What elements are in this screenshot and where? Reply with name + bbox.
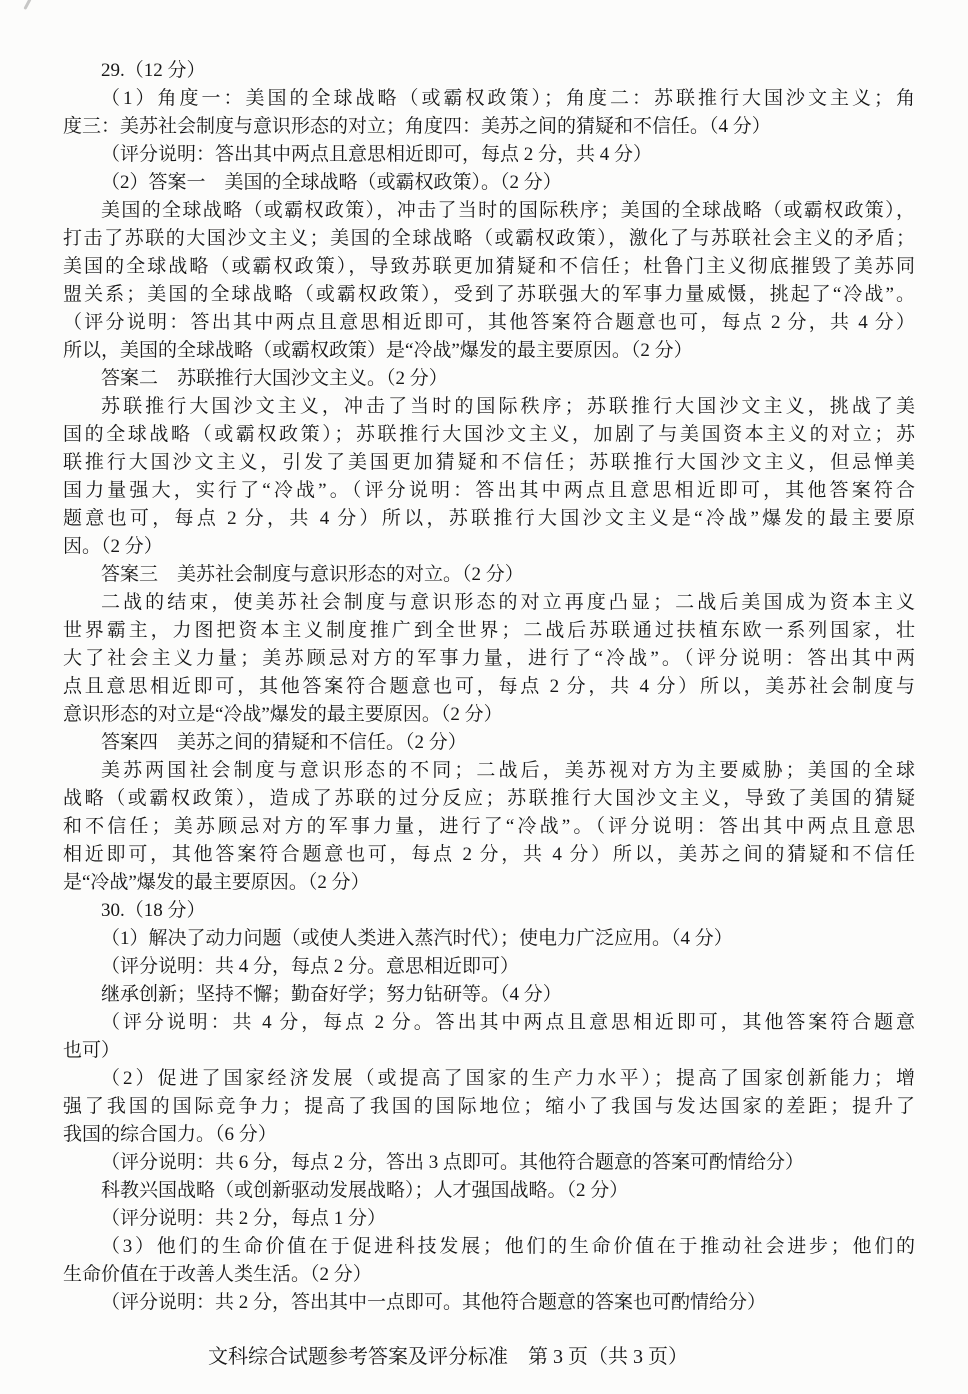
- text-line: （1）解决了动力问题（或使人类进入蒸汽时代）；使电力广泛应用。（4 分）: [101, 928, 733, 949]
- text-line: 美苏两国社会制度与意识形态的不同；二战后，美苏视对方为主要威胁；美国的全球: [101, 760, 915, 781]
- text-line: 点且意思相近即可，其他答案符合题意也可，每点 2 分，共 4 分）所以，美苏社会制度与: [63, 676, 915, 697]
- text-line: 是“冷战”爆发的最主要原因。（2 分）: [63, 872, 370, 893]
- text-line: 苏联推行大国沙文主义，冲击了当时的国际秩序；苏联推行大国沙文主义，挑战了美: [101, 396, 915, 417]
- text-line: 所以，美国的全球战略（或霸权政策）是“冷战”爆发的最主要原因。（2 分）: [63, 340, 693, 361]
- text-line: 也可）: [63, 1040, 121, 1061]
- text-line: 答案三 美苏社会制度与意识形态的对立。（2 分）: [101, 564, 524, 585]
- text-line: 度三：美苏社会制度与意识形态的对立；角度四：美苏之间的猜疑和不信任。（4 分）: [63, 116, 771, 137]
- text-line: （评分说明：共 2 分，每点 1 分）: [101, 1208, 387, 1229]
- text-line: （评分说明：共 6 分，每点 2 分，答出 3 点即可。其他符合题意的答案可酌情给分）: [101, 1152, 805, 1173]
- text-line: （评分说明：答出其中两点且意思相近即可，其他答案符合题意也可，每点 2 分，共 4 分）: [63, 312, 915, 333]
- scan-artifact-mark: [23, 0, 31, 10]
- text-line: （评分说明：共 2 分，答出其中一点即可。其他符合题意的答案也可酌情给分）: [101, 1292, 767, 1313]
- text-line: 我国的综合国力。（6 分）: [63, 1124, 277, 1145]
- text-line: （评分说明：共 4 分，每点 2 分。意思相近即可）: [101, 956, 520, 977]
- text-line: （2）答案一 美国的全球战略（或霸权政策）。（2 分）: [101, 172, 562, 193]
- page-footer: [0, 1342, 896, 1372]
- text-line: 29.（12 分）: [101, 60, 206, 81]
- text-line: 意识形态的对立是“冷战”爆发的最主要原因。（2 分）: [63, 704, 503, 725]
- text-line: 答案二 苏联推行大国沙文主义。（2 分）: [101, 368, 448, 389]
- footer-text: 文科综合试题参考答案及评分标准 第 3 页（共 3 页）: [208, 1346, 688, 1368]
- text-line: 因。（2 分）: [63, 536, 163, 557]
- text-line: 打击了苏联的大国沙文主义；美国的全球战略（或霸权政策），激化了与苏联社会主义的矛盾；: [63, 228, 915, 249]
- text-line: （评分说明：共 4 分，每点 2 分。答出其中两点且意思相近即可，其他答案符合题意: [101, 1012, 915, 1033]
- answer-text-block: [63, 57, 915, 1317]
- text-line: 继承创新；坚持不懈；勤奋好学；努力钻研等。（4 分）: [101, 984, 562, 1005]
- text-line: 题意也可，每点 2 分，共 4 分）所以，苏联推行大国沙文主义是“冷战”爆发的最主要原: [63, 508, 915, 529]
- text-line: 战略（或霸权政策），造成了苏联的过分反应；苏联推行大国沙文主义，导致了美国的猜疑: [63, 788, 915, 809]
- text-line: 大了社会主义力量；美苏顾忌对方的军事力量，进行了“冷战”。（评分说明：答出其中两: [63, 648, 915, 669]
- text-line: 盟关系；美国的全球战略（或霸权政策），受到了苏联强大的军事力量威慑，挑起了“冷战”。: [63, 284, 915, 305]
- text-line: 生命价值在于改善人类生活。（2 分）: [63, 1264, 372, 1285]
- text-line: 和不信任；美苏顾忌对方的军事力量，进行了“冷战”。（评分说明：答出其中两点且意思: [63, 816, 915, 837]
- text-line: 30.（18 分）: [101, 900, 206, 921]
- text-line: （3）他们的生命价值在于促进科技发展；他们的生命价值在于推动社会进步；他们的: [101, 1236, 915, 1257]
- text-line: 世界霸主，力图把资本主义制度推广到全世界；二战后苏联通过扶植东欧一系列国家，壮: [63, 620, 915, 641]
- text-line: （2）促进了国家经济发展（或提高了国家的生产力水平）；提高了国家创新能力；增: [101, 1068, 915, 1089]
- text-line: 国的全球战略（或霸权政策）；苏联推行大国沙文主义，加剧了与美国资本主义的对立；苏: [63, 424, 915, 445]
- text-line: 美国的全球战略（或霸权政策），冲击了当时的国际秩序；美国的全球战略（或霸权政策），: [101, 200, 915, 221]
- text-line: （评分说明：答出其中两点且意思相近即可，每点 2 分，共 4 分）: [101, 144, 653, 165]
- text-line: （1）角度一：美国的全球战略（或霸权政策）；角度二：苏联推行大国沙文主义；角: [101, 88, 915, 109]
- text-line: 强了我国的国际竞争力；提高了我国的国际地位；缩小了我国与发达国家的差距；提升了: [63, 1096, 915, 1117]
- text-line: 美国的全球战略（或霸权政策），导致苏联更加猜疑和不信任；杜鲁门主义彻底摧毁了美苏同: [63, 256, 915, 277]
- text-line: 科教兴国战略（或创新驱动发展战略）；人才强国战略。（2 分）: [101, 1180, 629, 1201]
- text-line: 联推行大国沙文主义，引发了美国更加猜疑和不信任；苏联推行大国沙文主义，但忌惮美: [63, 452, 915, 473]
- text-line: 国力量强大，实行了“冷战”。（评分说明：答出其中两点且意思相近即可，其他答案符合: [63, 480, 915, 501]
- text-line: 答案四 美苏之间的猜疑和不信任。（2 分）: [101, 732, 467, 753]
- text-line: 相近即可，其他答案符合题意也可，每点 2 分，共 4 分）所以，美苏之间的猜疑和不信任: [63, 844, 915, 865]
- text-line: 二战的结束，使美苏社会制度与意识形态的对立再度凸显；二战后美国成为资本主义: [101, 592, 915, 613]
